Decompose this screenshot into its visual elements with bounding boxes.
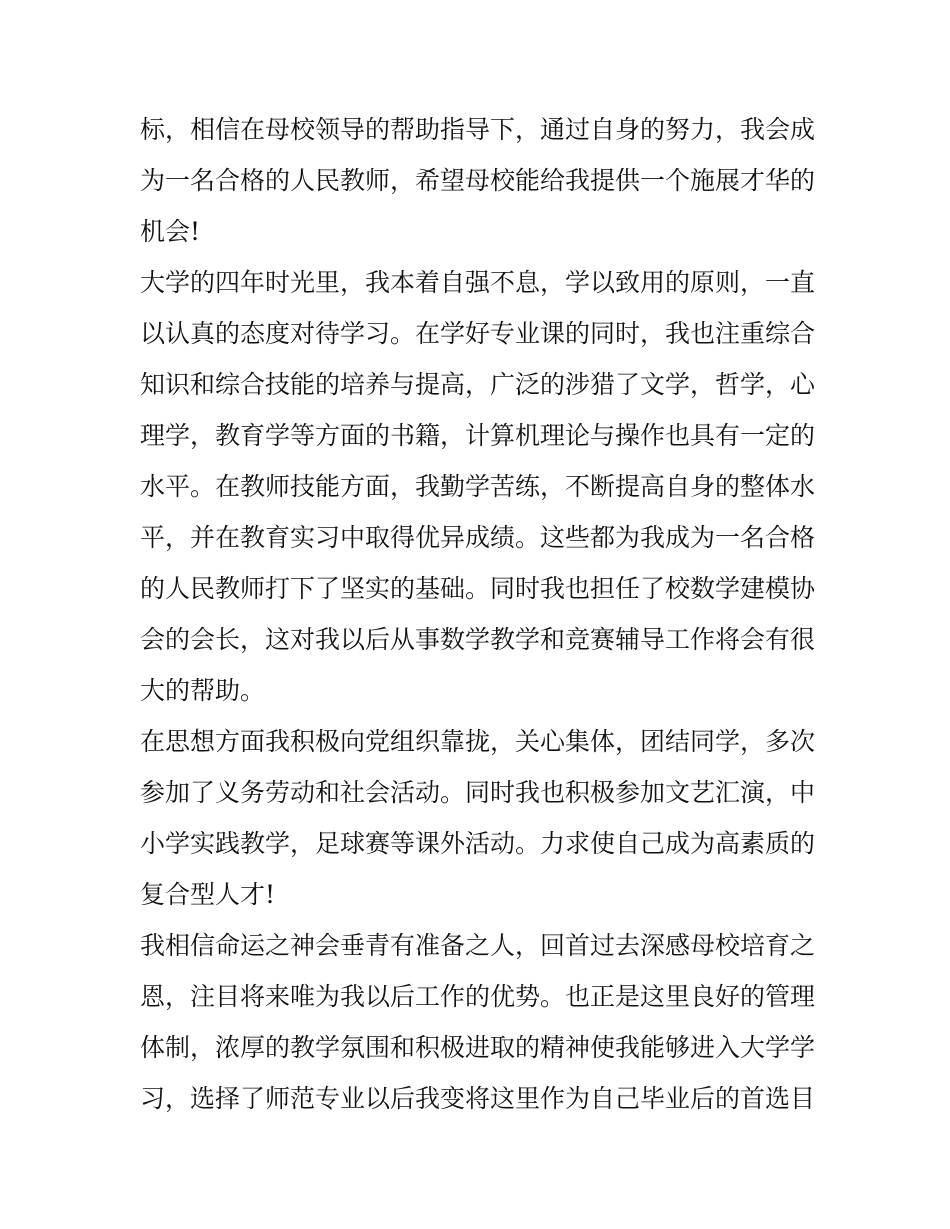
text-line: 平，并在教育实习中取得优异成绩。这些都为我成为一名合格 bbox=[140, 523, 816, 552]
text-line: 知识和综合技能的培养与提高，广泛的涉猎了文学，哲学，心 bbox=[140, 370, 816, 399]
text-line: 为一名合格的人民教师，希望母校能给我提供一个施展才华的 bbox=[140, 166, 816, 195]
text-line: 的人民教师打下了坚实的基础。同时我也担任了校数学建模协 bbox=[140, 574, 816, 603]
text-line: 复合型人才! bbox=[140, 880, 276, 909]
text-line: 以认真的态度对待学习。在学好专业课的同时，我也注重综合 bbox=[140, 319, 816, 348]
text-line: 大的帮助。 bbox=[140, 676, 266, 705]
text-line: 小学实践教学，足球赛等课外活动。力求使自己成为高素质的 bbox=[140, 829, 816, 858]
text-line: 机会! bbox=[140, 217, 201, 246]
body-text bbox=[140, 104, 820, 1124]
text-line: 水平。在教师技能方面，我勤学苦练，不断提高自身的整体水 bbox=[140, 472, 816, 501]
text-line: 理学，教育学等方面的书籍，计算机理论与操作也具有一定的 bbox=[140, 421, 816, 450]
text-line: 大学的四年时光里，我本着自强不息，学以致用的原则，一直 bbox=[140, 268, 816, 297]
text-line: 会的会长，这对我以后从事数学教学和竞赛辅导工作将会有很 bbox=[140, 625, 816, 654]
text-line: 标，相信在母校领导的帮助指导下，通过自身的努力，我会成 bbox=[140, 115, 816, 144]
text-line: 体制，浓厚的教学氛围和积极进取的精神使我能够进入大学学 bbox=[140, 1033, 816, 1062]
text-line: 在思想方面我积极向党组织靠拢，关心集体，团结同学，多次 bbox=[140, 727, 816, 756]
text-line: 参加了义务劳动和社会活动。同时我也积极参加文艺汇演，中 bbox=[140, 778, 816, 807]
text-line: 恩，注目将来唯为我以后工作的优势。也正是这里良好的管理 bbox=[140, 982, 816, 1011]
text-line: 我相信命运之神会垂青有准备之人，回首过去深感母校培育之 bbox=[140, 931, 816, 960]
text-line: 习，选择了师范专业以后我变将这里作为自己毕业后的首选目 bbox=[140, 1084, 816, 1113]
